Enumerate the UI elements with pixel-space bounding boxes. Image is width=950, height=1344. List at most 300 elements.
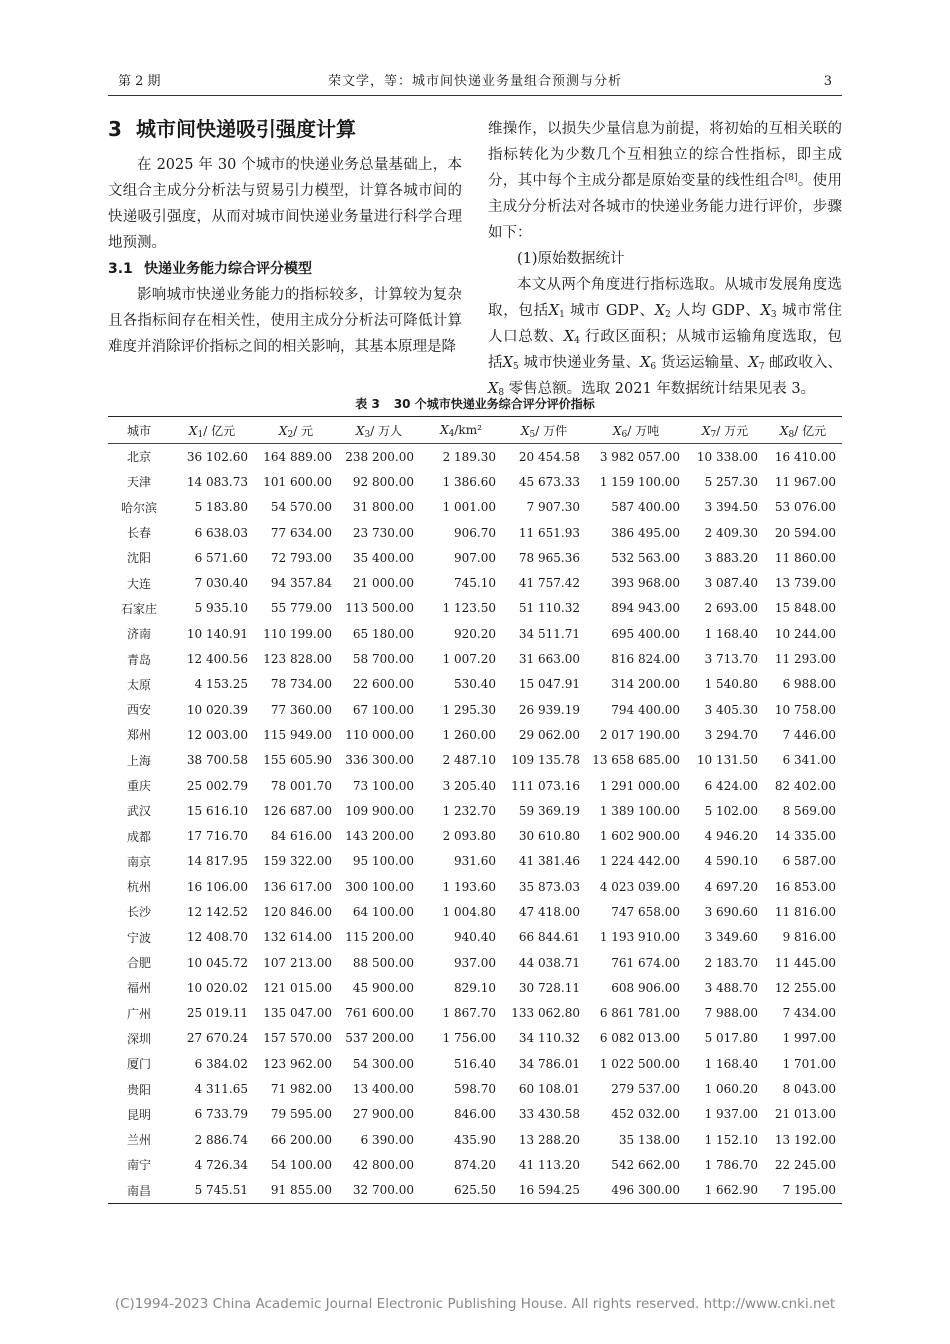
value-cell: 15 616.10 [186,803,248,818]
value-cell: 73 100.00 [352,778,414,793]
table-body [108,444,842,1204]
city-cell: 贵阳 [126,1082,151,1097]
table-header-row [108,417,842,444]
value-cell: 894 943.00 [611,601,680,616]
value-cell: 109 135.78 [511,753,580,768]
value-cell: 1 004.80 [442,904,496,919]
value-cell: 587 400.00 [611,500,680,515]
value-cell: 2 409.30 [704,525,758,540]
value-cell: 496 300.00 [586,1178,686,1204]
value-cell: 386 495.00 [611,525,680,540]
col-header-x6: $X_6/$ 万吨 [586,417,686,444]
col-header-x8: $X_8/$ 亿元 [764,417,842,444]
value-cell: 1 756.00 [442,1031,496,1046]
col-header-x5: $X_5/$ 万件 [502,417,586,444]
value-cell: 101 600.00 [263,474,332,489]
value-cell: 12 255.00 [774,980,836,995]
value-cell: 3 690.60 [704,904,758,919]
city-cell: 天津 [126,475,151,490]
value-cell: 4 311.65 [194,1082,248,1097]
value-cell: 314 200.00 [611,677,680,692]
value-cell: 10 140.91 [186,626,248,641]
value-cell: 516.40 [454,1056,496,1071]
table-row [108,823,842,848]
value-cell: 126 687.00 [263,803,332,818]
table-row [108,672,842,697]
value-cell: 115 949.00 [263,727,332,742]
value-cell: 4 153.25 [194,677,248,692]
value-cell: 30 728.11 [518,980,580,995]
value-cell: 77 360.00 [270,702,332,717]
value-cell: 1 997.00 [782,1031,836,1046]
city-cell: 深圳 [126,1031,151,1046]
value-cell: 64 100.00 [352,904,414,919]
value-cell: 1 540.80 [704,677,758,692]
value-cell: 109 900.00 [345,803,414,818]
value-cell: 35 400.00 [352,550,414,565]
value-cell: 88 500.00 [352,955,414,970]
city-cell: 合肥 [126,956,151,971]
value-cell: 3 294.70 [704,727,758,742]
value-cell: 53 076.00 [774,500,836,515]
city-cell: 重庆 [126,779,151,793]
value-cell: 132 614.00 [263,930,332,945]
value-cell: 6 638.03 [194,525,248,540]
value-cell: 794 400.00 [611,702,680,717]
value-cell: 36 102.60 [186,449,248,464]
value-cell: 1 701.00 [782,1056,836,1071]
paragraph-pca-continuation: 维操作，以损失少量信息为前提，将初始的互相关联的指标转化为少数几个互相独立的综合性指标，即主成分，其中每个主成分都是原始变量的线性组合 [488,121,842,189]
value-cell: 95 100.00 [352,854,414,869]
value-cell: 5 017.80 [704,1031,758,1046]
value-cell: 1 193.60 [442,879,496,894]
col-header-x3: $X_3/$ 万人 [338,417,420,444]
value-cell: 279 537.00 [611,1082,680,1097]
value-cell: 530.40 [454,677,496,692]
city-cell: 宁波 [126,930,151,945]
value-cell: 25 019.11 [186,1006,248,1021]
value-cell: 761 674.00 [611,955,680,970]
header-rule [108,95,842,96]
city-cell: 厦门 [126,1057,151,1072]
value-cell: 6 341.00 [782,753,836,768]
value-cell: 6 733.79 [194,1107,248,1122]
value-cell: 1 786.70 [704,1157,758,1172]
table-row [108,545,842,570]
value-cell: 1 123.50 [442,601,496,616]
value-cell: 20 594.00 [774,525,836,540]
value-cell: 920.20 [454,626,496,641]
value-cell: 1 168.40 [704,1056,758,1071]
value-cell: 10 338.00 [696,449,758,464]
paragraph-pca-part2 [488,116,842,246]
value-cell: 2 693.00 [704,601,758,616]
value-cell: 35 138.00 [618,1132,680,1147]
value-cell: 35 873.03 [518,879,580,894]
value-cell: 12 408.70 [186,930,248,945]
value-cell: 59 369.19 [518,803,580,818]
value-cell: 44 038.71 [518,955,580,970]
value-cell: 135 047.00 [263,1006,332,1021]
value-cell: 92 800.00 [352,474,414,489]
running-title: 荣文学，等：城市间快递业务量组合预测与分析 [327,74,622,89]
value-cell: 6 988.00 [782,677,836,692]
city-cell: 南宁 [126,1158,151,1173]
table-row [108,1026,842,1051]
value-cell: 6 424.00 [704,778,758,793]
value-cell: 111 073.16 [511,778,580,793]
value-cell: 747 658.00 [611,904,680,919]
value-cell: 11 651.93 [518,525,580,540]
value-cell: 625.50 [420,1178,502,1204]
city-cell: 西安 [126,703,151,718]
value-cell: 33 430.58 [518,1107,580,1122]
value-cell: 4 946.20 [704,829,758,844]
value-cell: 78 001.70 [270,778,332,793]
value-cell: 1 168.40 [704,626,758,641]
copyright-footer: (C)1994-2023 China Academic Journal Electronic Publishing House. All rights reserved. http://www.cnki.net [114,1296,836,1312]
table-label: 表 3 [355,397,380,411]
value-cell: 26 939.19 [518,702,580,717]
value-cell: 164 889.00 [263,449,332,464]
value-cell: 31 800.00 [352,500,414,515]
value-cell: 745.10 [454,576,496,591]
value-cell: 1 295.30 [442,702,496,717]
value-cell: 10 020.39 [186,702,248,717]
value-cell: 695 400.00 [611,626,680,641]
value-cell: 11 445.00 [774,955,836,970]
city-cell: 北京 [126,450,151,465]
value-cell: 1 193 910.00 [599,930,680,945]
value-cell: 54 300.00 [352,1056,414,1071]
value-cell: 157 570.00 [263,1031,332,1046]
value-cell: 41 757.42 [518,576,580,591]
city-cell: 武汉 [126,804,151,819]
value-cell: 7 988.00 [704,1006,758,1021]
table-row [108,722,842,747]
value-cell: 47 418.00 [518,904,580,919]
value-cell: 3 982 057.00 [599,449,680,464]
value-cell: 238 200.00 [345,449,414,464]
value-cell: 1 001.00 [442,500,496,515]
value-cell: 10 020.02 [186,980,248,995]
city-cell: 福州 [126,981,151,996]
value-cell: 31 663.00 [518,652,580,667]
value-cell: 8 569.00 [782,803,836,818]
value-cell: 6 861 781.00 [599,1006,680,1021]
value-cell: 1 007.20 [442,652,496,667]
table-row [108,748,842,773]
value-cell: 25 002.79 [186,778,248,793]
value-cell: 66 844.61 [518,930,580,945]
city-cell: 昆明 [126,1107,151,1122]
table-row [108,596,842,621]
value-cell: 537 200.00 [345,1031,414,1046]
value-cell: 29 062.00 [518,727,580,742]
value-cell: 133 062.80 [511,1006,580,1021]
value-cell: 2 189.30 [442,449,496,464]
value-cell: 907.00 [454,550,496,565]
value-cell: 15 047.91 [518,677,580,692]
value-cell: 11 860.00 [774,550,836,565]
value-cell: 123 828.00 [263,652,332,667]
value-cell: 107 213.00 [263,955,332,970]
value-cell: 435.90 [454,1132,496,1147]
citation-ref: [8] [784,173,798,183]
city-cell: 南京 [126,854,151,869]
city-cell: 大连 [126,576,151,591]
value-cell: 3 205.40 [442,778,496,793]
city-cell: 青岛 [126,652,151,667]
value-cell: 22 600.00 [352,677,414,692]
value-cell: 1 224 442.00 [599,854,680,869]
value-cell: 8 043.00 [782,1082,836,1097]
city-cell: 济南 [126,627,151,642]
paragraph-indicators: 本文从两个角度进行指标选取。从城市发展角度选取，包括$X_1$ 城市 GDP、$X_2$ 人均 GDP、$X_3$ 城市常住人口总数、$X_4$ 行政区面积；从城市运输角度选取，包括$X_5$ 城市快递业务量、$X_6$ 货运运输量、$X_7$ 邮政收入、$X_8$ 零售总额。选取 2021 年数据统计结果见表 3。 [488,277,843,398]
subsection-heading [108,256,462,282]
value-cell: 55 779.00 [270,601,332,616]
value-cell: 84 616.00 [270,829,332,844]
paragraph-pca-tail: 。使用主成分分析法对各城市的快递业务能力进行评价，步骤如下： [488,173,843,241]
value-cell: 77 634.00 [270,525,332,540]
value-cell: 60 108.01 [518,1082,580,1097]
value-cell: 14 335.00 [774,829,836,844]
value-cell: 78 734.00 [270,677,332,692]
value-cell: 4 726.34 [194,1157,248,1172]
value-cell: 45 673.33 [518,474,580,489]
value-cell: 16 410.00 [774,449,836,464]
value-cell: 3 405.30 [704,702,758,717]
value-cell: 34 110.32 [518,1031,580,1046]
value-cell: 2 183.70 [704,955,758,970]
value-cell: 121 015.00 [263,980,332,995]
value-cell: 542 662.00 [611,1157,680,1172]
value-cell: 7 195.00 [764,1178,842,1204]
value-cell: 13 739.00 [774,576,836,591]
value-cell: 3 488.70 [704,980,758,995]
value-cell: 58 700.00 [352,652,414,667]
value-cell: 3 349.60 [704,930,758,945]
table-row [108,975,842,1000]
value-cell: 3 713.70 [704,652,758,667]
value-cell: 16 106.00 [186,879,248,894]
indicator-table [108,416,842,1204]
section-number: 3 [108,117,122,141]
value-cell: 608 906.00 [611,980,680,995]
value-cell: 906.70 [454,525,496,540]
value-cell: 1 937.00 [704,1107,758,1122]
value-cell: 5 102.00 [704,803,758,818]
value-cell: 17 716.70 [186,829,248,844]
value-cell: 10 758.00 [774,702,836,717]
step-heading: (1)原始数据统计 [517,251,625,267]
left-column [108,116,462,360]
value-cell: 115 200.00 [345,930,414,945]
value-cell: 23 730.00 [352,525,414,540]
value-cell: 2 886.74 [194,1132,248,1147]
table-caption [108,394,842,414]
value-cell: 7 434.00 [782,1006,836,1021]
value-cell: 1 389 100.00 [599,803,680,818]
value-cell: 123 962.00 [263,1056,332,1071]
table-row [108,520,842,545]
value-cell: 1 159 100.00 [599,474,680,489]
col-header-x1: $X_1/$ 亿元 [170,417,254,444]
value-cell: 71 982.00 [270,1082,332,1097]
value-cell: 1 867.70 [442,1006,496,1021]
value-cell: 54 570.00 [270,500,332,515]
city-cell: 石家庄 [120,601,157,616]
city-cell: 成都 [126,829,151,844]
table-row [108,950,842,975]
table-row [108,469,842,494]
city-cell: 广州 [126,1006,151,1021]
value-cell: 937.00 [454,955,496,970]
value-cell: 27 670.24 [186,1031,248,1046]
value-cell: 1 232.70 [442,803,496,818]
table-row [108,1051,842,1076]
value-cell: 6 384.02 [194,1056,248,1071]
value-cell: 3 883.20 [704,550,758,565]
value-cell: 82 402.00 [774,778,836,793]
col-header-x2: $X_2/$ 元 [254,417,338,444]
table-row [108,646,842,671]
value-cell: 336 300.00 [345,753,414,768]
value-cell: 34 511.71 [518,626,580,641]
value-cell: 113 500.00 [345,601,414,616]
value-cell: 20 454.58 [518,449,580,464]
value-cell: 10 131.50 [696,753,758,768]
value-cell: 3 087.40 [704,576,758,591]
value-cell: 5 745.51 [170,1178,254,1204]
value-cell: 10 244.00 [774,626,836,641]
value-cell: 120 846.00 [263,904,332,919]
value-cell: 66 200.00 [270,1132,332,1147]
value-cell: 11 293.00 [774,652,836,667]
value-cell: 6 571.60 [194,550,248,565]
value-cell: 45 900.00 [352,980,414,995]
page-number: 3 [823,74,832,89]
city-cell: 郑州 [126,728,151,743]
value-cell: 21 000.00 [352,576,414,591]
value-cell: 2 487.10 [442,753,496,768]
value-cell: 12 003.00 [186,727,248,742]
table-row [108,798,842,823]
value-cell: 16 594.25 [502,1178,586,1204]
table-row [108,570,842,595]
value-cell: 846.00 [454,1107,496,1122]
value-cell: 13 288.20 [518,1132,580,1147]
value-cell: 21 013.00 [774,1107,836,1122]
value-cell: 532 563.00 [611,550,680,565]
issue-number: 第 2 期 [118,74,161,89]
value-cell: 12 400.56 [186,652,248,667]
value-cell: 159 322.00 [263,854,332,869]
subsection-title: 快递业务能力综合评分模型 [144,261,312,277]
value-cell: 110 199.00 [263,626,332,641]
value-cell: 4 697.20 [704,879,758,894]
table-row [108,1076,842,1101]
value-cell: 13 400.00 [352,1082,414,1097]
paragraph-pca-part1: 影响城市快递业务能力的指标较多，计算较为复杂且各指标间存在相关性，使用主成分分析法可降低计算难度并消除评价指标之间的相关影响，其基本原理是降 [108,287,462,355]
value-cell: 27 900.00 [352,1107,414,1122]
value-cell: 38 700.58 [186,753,248,768]
value-cell: 13 192.00 [774,1132,836,1147]
value-cell: 6 082 013.00 [599,1031,680,1046]
value-cell: 2 017 190.00 [599,727,680,742]
value-cell: 6 587.00 [782,854,836,869]
value-cell: 10 045.72 [186,955,248,970]
value-cell: 931.60 [454,854,496,869]
value-cell: 155 605.90 [263,753,332,768]
value-cell: 22 245.00 [774,1157,836,1172]
value-cell: 1 602 900.00 [599,829,680,844]
value-cell: 136 617.00 [263,879,332,894]
table-row [108,874,842,899]
value-cell: 5 183.80 [194,500,248,515]
value-cell: 816 824.00 [611,652,680,667]
value-cell: 30 610.80 [518,829,580,844]
city-cell: 沈阳 [126,551,151,566]
value-cell: 41 113.20 [518,1157,580,1172]
value-cell: 65 180.00 [352,626,414,641]
table-row [108,1001,842,1026]
city-cell: 长春 [126,526,151,541]
city-cell: 杭州 [126,880,151,895]
value-cell: 5 257.30 [704,474,758,489]
value-cell: 79 595.00 [270,1107,332,1122]
table-row [108,697,842,722]
city-cell: 兰州 [126,1133,151,1148]
value-cell: 2 093.80 [442,829,496,844]
value-cell: 874.20 [454,1157,496,1172]
value-cell: 300 100.00 [345,879,414,894]
table-row [108,1178,842,1204]
value-cell: 32 700.00 [338,1178,420,1204]
value-cell: 67 100.00 [352,702,414,717]
value-cell: 1 291 000.00 [599,778,680,793]
value-cell: 1 152.10 [704,1132,758,1147]
value-cell: 51 110.32 [518,601,580,616]
value-cell: 9 816.00 [782,930,836,945]
value-cell: 1 260.00 [442,727,496,742]
table-row [108,495,842,520]
value-cell: 12 142.52 [186,904,248,919]
value-cell: 761 600.00 [345,1006,414,1021]
table-row [108,773,842,798]
value-cell: 1 662.90 [686,1178,764,1204]
value-cell: 7 907.30 [526,500,580,515]
value-cell: 91 855.00 [254,1178,338,1204]
value-cell: 1 022 500.00 [599,1056,680,1071]
value-cell: 7 446.00 [782,727,836,742]
value-cell: 42 800.00 [352,1157,414,1172]
col-header-x4: $X_4$/km² [420,417,502,444]
value-cell: 11 967.00 [774,474,836,489]
value-cell: 143 200.00 [345,829,414,844]
value-cell: 16 853.00 [774,879,836,894]
value-cell: 5 935.10 [194,601,248,616]
value-cell: 41 381.46 [518,854,580,869]
city-cell: 哈尔滨 [120,500,157,515]
table-row [108,899,842,924]
section-title: 城市间快递吸引强度计算 [136,117,356,141]
value-cell: 3 394.50 [704,500,758,515]
value-cell: 110 000.00 [345,727,414,742]
value-cell: 72 793.00 [270,550,332,565]
value-cell: 6 390.00 [360,1132,414,1147]
value-cell: 15 848.00 [774,601,836,616]
